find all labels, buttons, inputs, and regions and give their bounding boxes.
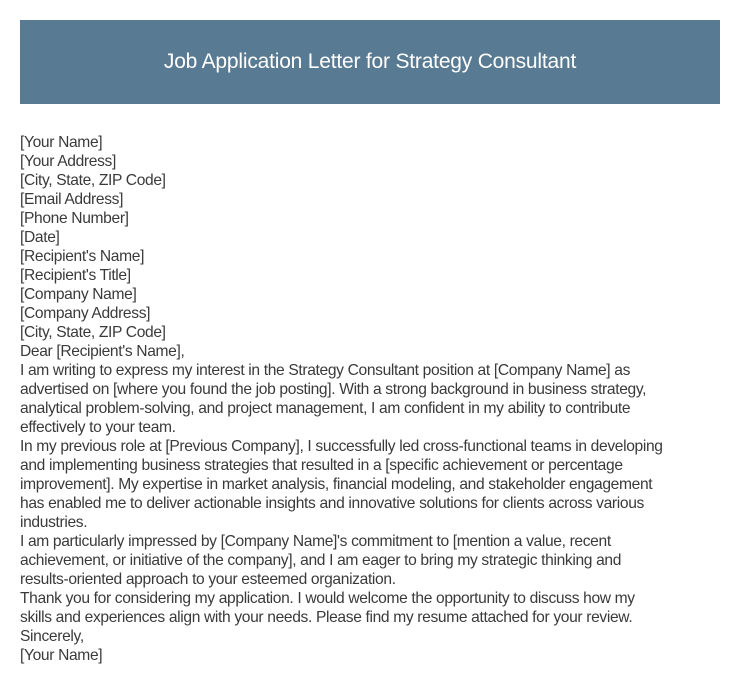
paragraph-line: improvement]. My expertise in market analysis, financial modeling, and stakeholder engagement (20, 476, 653, 493)
sender-name: [Your Name] (20, 134, 103, 151)
closing: Sincerely, (20, 628, 84, 645)
sender-email: [Email Address] (20, 191, 124, 208)
letter-header (20, 20, 720, 104)
recipient-company: [Company Name] (20, 286, 137, 303)
recipient-city-state-zip: [City, State, ZIP Code] (20, 324, 166, 341)
letter-date: [Date] (20, 229, 60, 246)
recipient-address: [Company Address] (20, 305, 151, 322)
recipient-name: [Recipient's Name] (20, 248, 145, 265)
sender-city-state-zip: [City, State, ZIP Code] (20, 172, 166, 189)
paragraph-line: skills and experiences align with your needs. Please find my resume attached for your review. (20, 609, 633, 626)
paragraph-thanks (20, 589, 730, 627)
paragraph-line: results-oriented approach to your esteemed organization. (20, 571, 396, 588)
sender-address: [Your Address] (20, 153, 116, 170)
signature: [Your Name] (20, 647, 103, 664)
paragraph-line: effectively to your team. (20, 419, 176, 436)
paragraph-line: industries. (20, 514, 88, 531)
sender-block (20, 133, 730, 247)
paragraph-line: analytical problem-solving, and project management, I am confident in my ability to contribute (20, 400, 631, 417)
paragraph-experience (20, 437, 730, 532)
paragraph-line: In my previous role at [Previous Company], I successfully led cross-functional teams in developing (20, 438, 663, 455)
paragraph-company-interest (20, 532, 730, 589)
paragraph-line: has enabled me to deliver actionable insights and innovative solutions for clients across various (20, 495, 644, 512)
paragraph-intro (20, 361, 730, 437)
letter-body (20, 133, 730, 665)
paragraph-line: I am particularly impressed by [Company Name]'s commitment to [mention a value, recent (20, 533, 611, 550)
paragraph-line: and implementing business strategies that resulted in a [specific achievement or percentage (20, 457, 623, 474)
paragraph-line: achievement, or initiative of the company], and I am eager to bring my strategic thinking and (20, 552, 622, 569)
recipient-block (20, 247, 730, 342)
paragraph-line: I am writing to express my interest in the Strategy Consultant position at [Company Name] as (20, 362, 631, 379)
paragraph-line: advertised on [where you found the job posting]. With a strong background in business strategy, (20, 381, 647, 398)
salutation: Dear [Recipient's Name], (20, 343, 185, 360)
recipient-title: [Recipient's Title] (20, 267, 131, 284)
sender-phone: [Phone Number] (20, 210, 129, 227)
paragraph-line: Thank you for considering my application. I would welcome the opportunity to discuss how my (20, 590, 635, 607)
page-title: Job Application Letter for Strategy Consultant (163, 50, 577, 73)
